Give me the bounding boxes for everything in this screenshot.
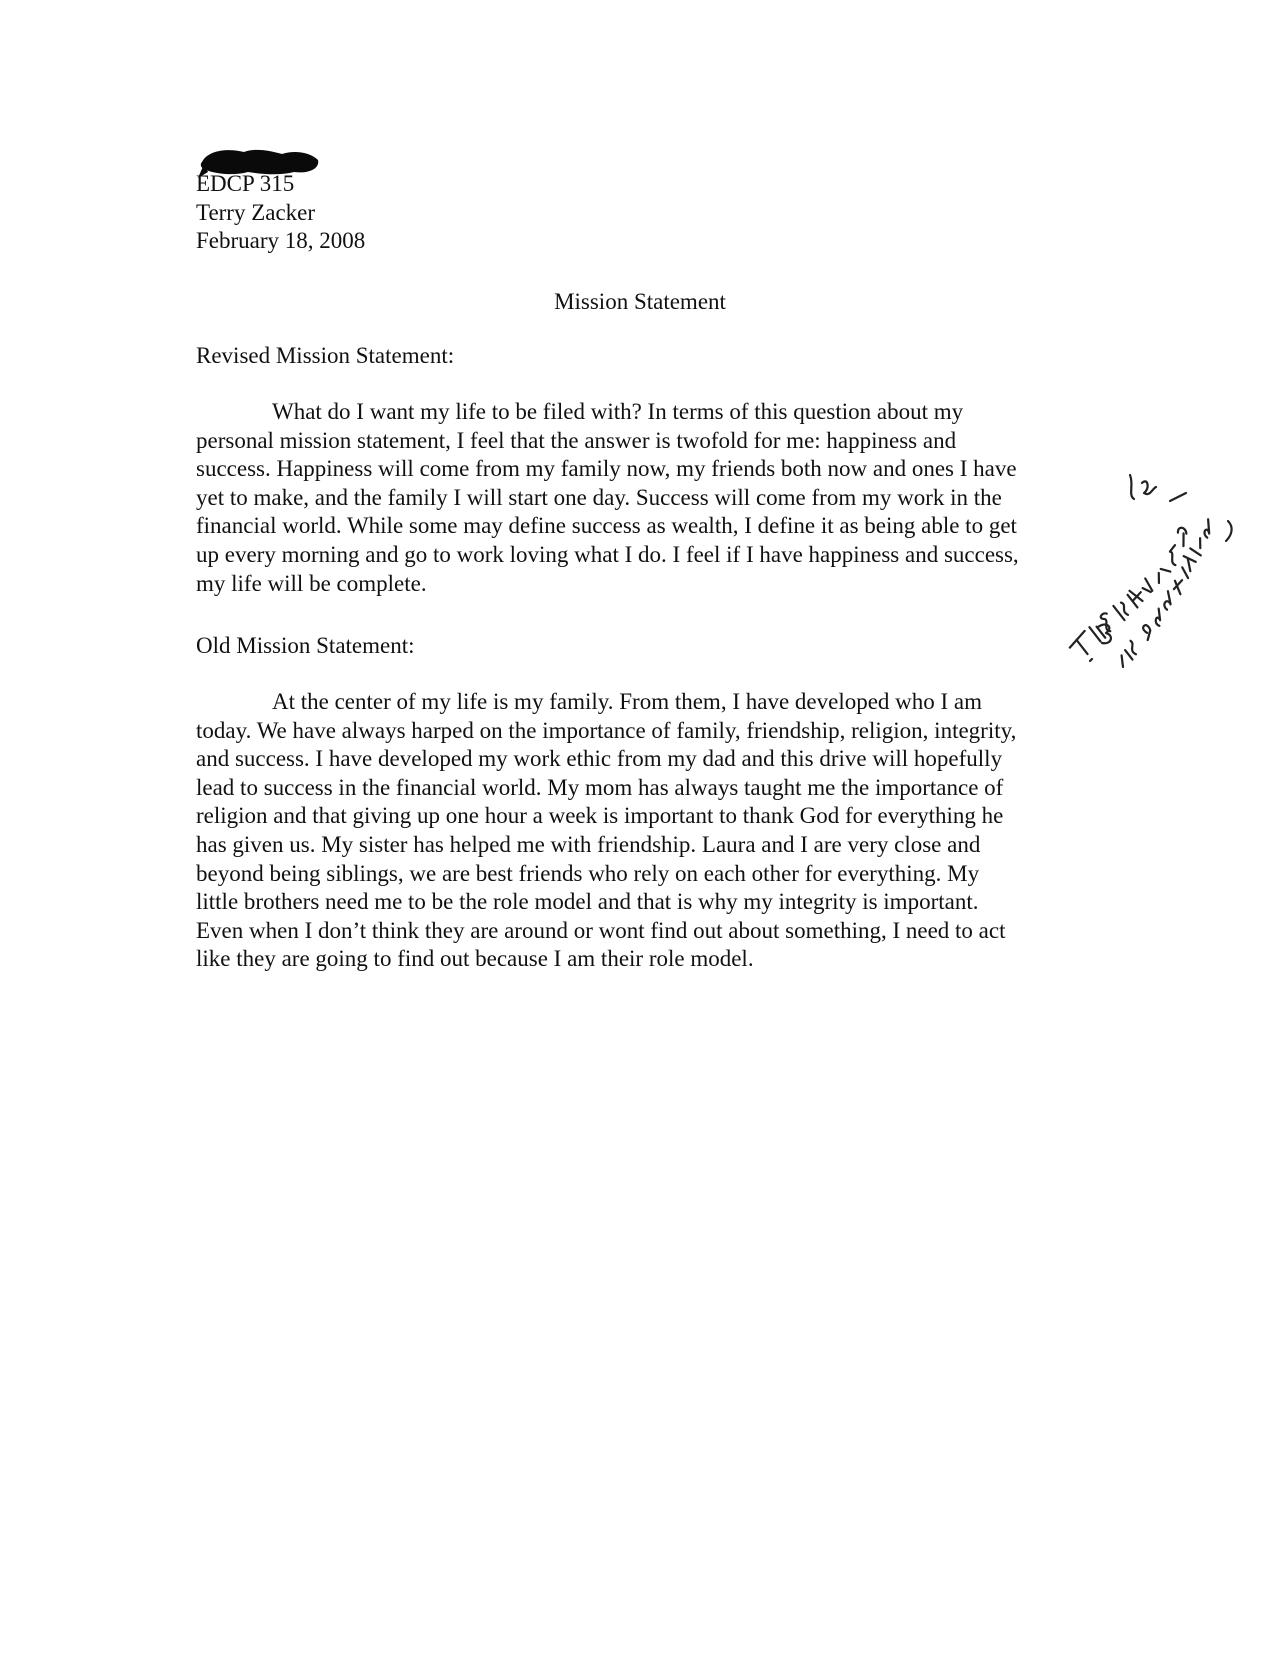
paragraph-line: personal mission statement, I feel that the answer is twofold for me: happiness and <box>196 427 957 453</box>
handwritten-annotation <box>1010 455 1270 685</box>
paragraph-line: today. We have always harped on the importance of family, friendship, religion, integrity, <box>196 717 1017 743</box>
paragraph-line: beyond being siblings, we are best friends who rely on each other for everything. My <box>196 860 980 886</box>
document-title: Mission Statement <box>554 289 726 314</box>
paragraph-line: religion and that giving up one hour a week is important to thank God for everything he <box>196 803 1004 829</box>
paragraph-line: financial world. While some may define success as wealth, I define it as being able to get <box>196 513 1017 539</box>
paragraph-line: What do I want my life to be filed with? In terms of this question about my <box>272 399 964 424</box>
paragraph-line: and success. I have developed my work ethic from my dad and this drive will hopefully <box>196 746 1003 772</box>
paragraph-line: like they are going to find out because I am their role model. <box>196 946 754 972</box>
paragraph-line: has given us. My sister has helped me with friendship. Laura and I are very close and <box>196 831 981 857</box>
revised-heading: Revised Mission Statement: <box>196 343 455 368</box>
paragraph-line: yet to make, and the family I will start one day. Success will come from my work in the <box>196 484 1002 510</box>
paragraph-line: my life will be complete. <box>196 570 427 596</box>
course-code: EDCP 315 <box>196 171 295 196</box>
paragraph-line: up every morning and go to work loving what I do. I feel if I have happiness and success, <box>196 541 1019 567</box>
paragraph-line: Even when I don’t think they are around or wont find out about something, I need to act <box>196 917 1006 943</box>
paragraph-line: lead to success in the financial world. My mom has always taught me the importance of <box>196 774 1004 800</box>
paragraph-line: success. Happiness will come from my family now, my friends both now and ones I have <box>196 456 1017 482</box>
revised-paragraph <box>196 398 1096 598</box>
old-heading: Old Mission Statement: <box>196 633 415 658</box>
document-date: February 18, 2008 <box>196 228 366 253</box>
author-name: Terry Zacker <box>196 199 316 225</box>
old-paragraph <box>196 688 1096 974</box>
paragraph-line: At the center of my life is my family. From them, I have developed who I am <box>272 689 983 714</box>
paragraph-line: little brothers need me to be the role model and that is why my integrity is important. <box>196 889 979 915</box>
header-block <box>196 170 365 256</box>
